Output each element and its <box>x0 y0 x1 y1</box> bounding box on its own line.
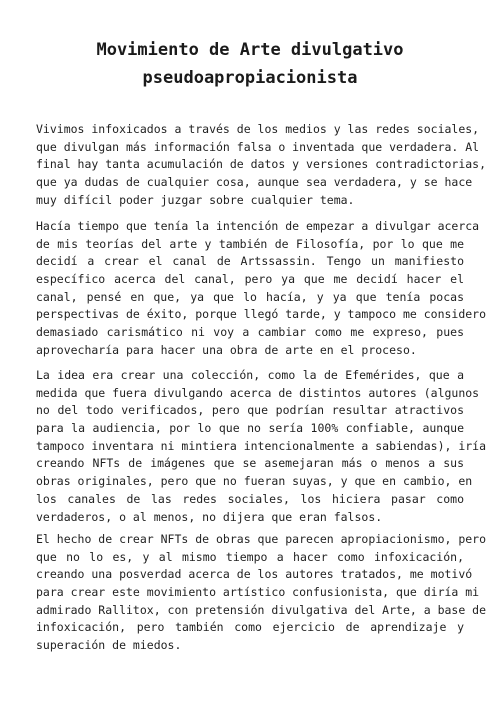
text-line: no del todo verificados, pero que podrían resultar atractivos <box>36 403 464 418</box>
text-line: para crear este movimiento artístico confusionista, que diría mi <box>36 585 480 600</box>
paragraph-4 <box>36 531 487 655</box>
text-line: El hecho de crear NFTs de obras que parecen apropiacionismo, pero <box>36 532 487 546</box>
text-line: Vivimos infoxicados a través de los medios y las redes sociales, <box>36 122 480 136</box>
text-line: creando NFTs de imágenes que se asemejaran más o menos a sus <box>36 456 464 471</box>
text-line: canal, pensé en que, ya que lo hacía, y ya que tenía pocas <box>36 289 464 304</box>
text-line: demasiado carismático ni voy a cambiar como me expreso, pues <box>36 325 464 340</box>
text-line: superación de miedos. <box>36 638 182 653</box>
text-line: que no lo es, y al mismo tiempo a hacer como infoxicación, <box>36 549 464 564</box>
text-line: obras originales, pero que no fueran suyas, y que en cambio, en <box>36 474 473 489</box>
text-line: final hay tanta acumulación de datos y versiones contradictorias, <box>36 157 487 172</box>
paragraph-2 <box>36 218 487 360</box>
text-line: admirado Rallitox, con pretensión divulgativa del Arte, a base de <box>36 602 487 617</box>
text-line: específico acerca del canal, pero ya que me decidí hacer el <box>36 272 464 287</box>
title-line: Movimiento de Arte divulgativo <box>96 40 404 60</box>
text-line: decidí a crear el canal de Artssassin. Tengo un manifiesto <box>36 254 464 269</box>
text-line: para la audiencia, por lo que no sería 100% confiable, aunque <box>36 421 464 436</box>
text-line: los canales de las redes sociales, los hiciera pasar como <box>36 491 464 506</box>
text-line: tampoco inventara ni mintiera intencionalmente a sabiendas), iría <box>36 438 487 453</box>
text-line: perspectivas de éxito, porque llegó tarde, y tampoco me considero <box>36 307 487 322</box>
title-line: pseudoapropiacionista <box>142 68 358 88</box>
text-line: verdaderos, o al menos, no dijera que eran falsos. <box>36 509 383 524</box>
text-line: creando una posverdad acerca de los autores tratados, me motivó <box>36 567 473 582</box>
text-line: Hacía tiempo que tenía la intención de empezar a divulgar acerca <box>36 219 480 233</box>
text-line: aprovecharía para hacer una obra de arte en el proceso. <box>36 342 417 357</box>
text-line: de mis teorías del arte y también de Filosofía, por lo que me <box>36 236 464 251</box>
text-line: muy difícil poder juzgar sobre cualquier tema. <box>36 192 355 207</box>
text-line: medida que fuera divulgando acerca de distintos autores (algunos <box>36 385 480 400</box>
text-line: La idea era crear una colección, como la de Efemérides, que a <box>36 368 464 382</box>
paragraph-3 <box>36 367 487 526</box>
text-line: que ya dudas de cualquier cosa, aunque sea verdadera, y se hace <box>36 175 473 190</box>
text-line: infoxicación, pero también como ejercicio de aprendizaje y <box>36 620 464 635</box>
document-title <box>40 36 460 92</box>
paragraph-1 <box>36 121 487 209</box>
text-line: que divulgan más información falsa o inventada que verdadera. Al <box>36 139 480 154</box>
